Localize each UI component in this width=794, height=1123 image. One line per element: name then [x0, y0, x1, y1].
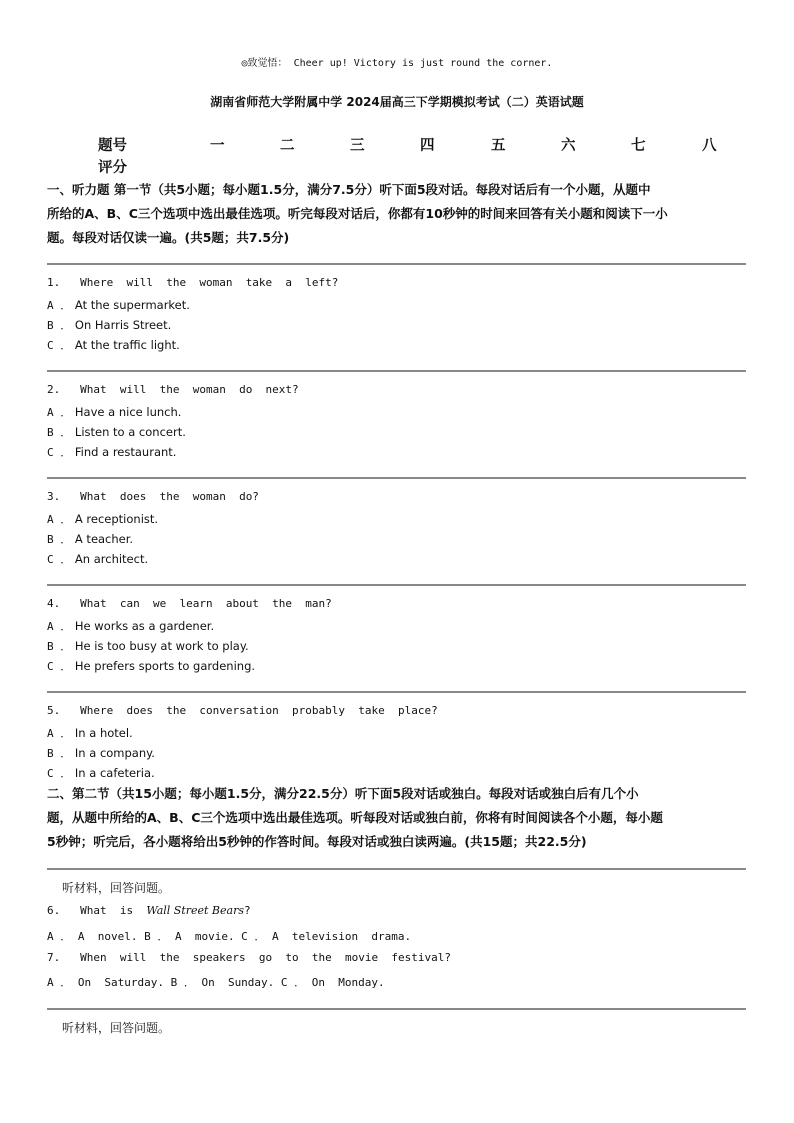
- score-table-label-score: 评分: [98, 160, 127, 176]
- score-col-7: 七: [631, 138, 646, 154]
- divider: [47, 1008, 746, 1010]
- score-table-label: 题号: [98, 138, 127, 154]
- question-3-option-c: C ． An architect.: [47, 552, 149, 566]
- question-5-option-a: A ． In a hotel.: [47, 726, 133, 740]
- question-1-option-c: C ． At the traffic light.: [47, 338, 180, 352]
- score-col-1: 一: [210, 138, 225, 154]
- part1-line: 题。每段对话仅读一遍。(共5题；共7.5分): [47, 230, 290, 245]
- motto: ◎致觉悟： Cheer up! Victory is just round the corner.: [241, 58, 553, 69]
- part2-line: 5秒钟；听完后，各小题将给出5秒钟的作答时间。每段对话或独白读两遍。(共15题；共22.5分): [47, 834, 587, 849]
- divider: [47, 263, 746, 265]
- part2-instructions: [47, 782, 747, 854]
- question-5: 5. Where does the conversation probably take place?: [47, 704, 438, 717]
- score-col-5: 五: [491, 138, 506, 154]
- divider: [47, 868, 746, 870]
- question-2-option-b: B ． Listen to a concert.: [47, 425, 186, 439]
- exam-title: 湖南省师范大学附属中学 2024届高三下学期模拟考试（二）英语试题: [210, 95, 584, 109]
- question-7-options: A ． On Saturday. B ． On Sunday. C ． On Monday.: [47, 976, 385, 989]
- question-3-option-b: B ． A teacher.: [47, 532, 134, 546]
- part2-line: 题，从题中所给的A、B、C三个选项中选出最佳选项。听每段对话或独白前，你将有时间阅读各个小题，每小题: [47, 810, 663, 825]
- question-2: 2. What will the woman do next?: [47, 383, 299, 396]
- question-6: 6. What is Wall Street Bears?: [47, 904, 251, 917]
- listen-instruction: 听材料，回答问题。: [62, 881, 171, 895]
- listen-instruction-2: 听材料，回答问题。: [62, 1021, 171, 1035]
- score-col-2: 二: [280, 138, 295, 154]
- question-6-options: A ． A novel. B ． A movie. C ． A television drama.: [47, 930, 412, 943]
- question-4: 4. What can we learn about the man?: [47, 597, 332, 610]
- divider: [47, 370, 746, 372]
- question-1: 1. Where will the woman take a left?: [47, 276, 339, 289]
- question-4-option-b: B ． He is too busy at work to play.: [47, 639, 249, 653]
- question-2-option-c: C ． Find a restaurant.: [47, 445, 177, 459]
- part1-instructions: [47, 178, 747, 250]
- divider: [47, 584, 746, 586]
- question-5-option-b: B ． In a company.: [47, 746, 155, 760]
- score-col-8: 八: [702, 138, 717, 154]
- score-col-4: 四: [420, 138, 435, 154]
- question-2-option-a: A ． Have a nice lunch.: [47, 405, 182, 419]
- part1-line: 所给的A、B、C三个选项中选出最佳选项。听完每段对话后，你都有10秒钟的时间来回答有关小题和阅读下一小: [47, 206, 668, 221]
- question-7: 7. When will the speakers go to the movie festival?: [47, 951, 451, 964]
- part2-line: 二、第二节（共15小题；每小题1.5分，满分22.5分）听下面5段对话或独白。每段对话或独白后有几个小: [47, 786, 639, 801]
- score-col-3: 三: [350, 138, 365, 154]
- question-1-option-a: A ． At the supermarket.: [47, 298, 190, 312]
- question-4-option-a: A ． He works as a gardener.: [47, 619, 215, 633]
- question-3: 3. What does the woman do?: [47, 490, 259, 503]
- score-col-6: 六: [561, 138, 576, 154]
- question-6-title: Wall Street Bears: [146, 904, 244, 917]
- part1-line: 一、听力题 第一节（共5小题；每小题1.5分，满分7.5分）听下面5段对话。每段对话后有一个小题，从题中: [47, 182, 651, 197]
- question-5-option-c: C ． In a cafeteria.: [47, 766, 155, 780]
- question-1-option-b: B ． On Harris Street.: [47, 318, 172, 332]
- question-4-option-c: C ． He prefers sports to gardening.: [47, 659, 256, 673]
- score-table-header: [98, 134, 738, 154]
- divider: [47, 691, 746, 693]
- question-3-option-a: A ． A receptionist.: [47, 512, 159, 526]
- divider: [47, 477, 746, 479]
